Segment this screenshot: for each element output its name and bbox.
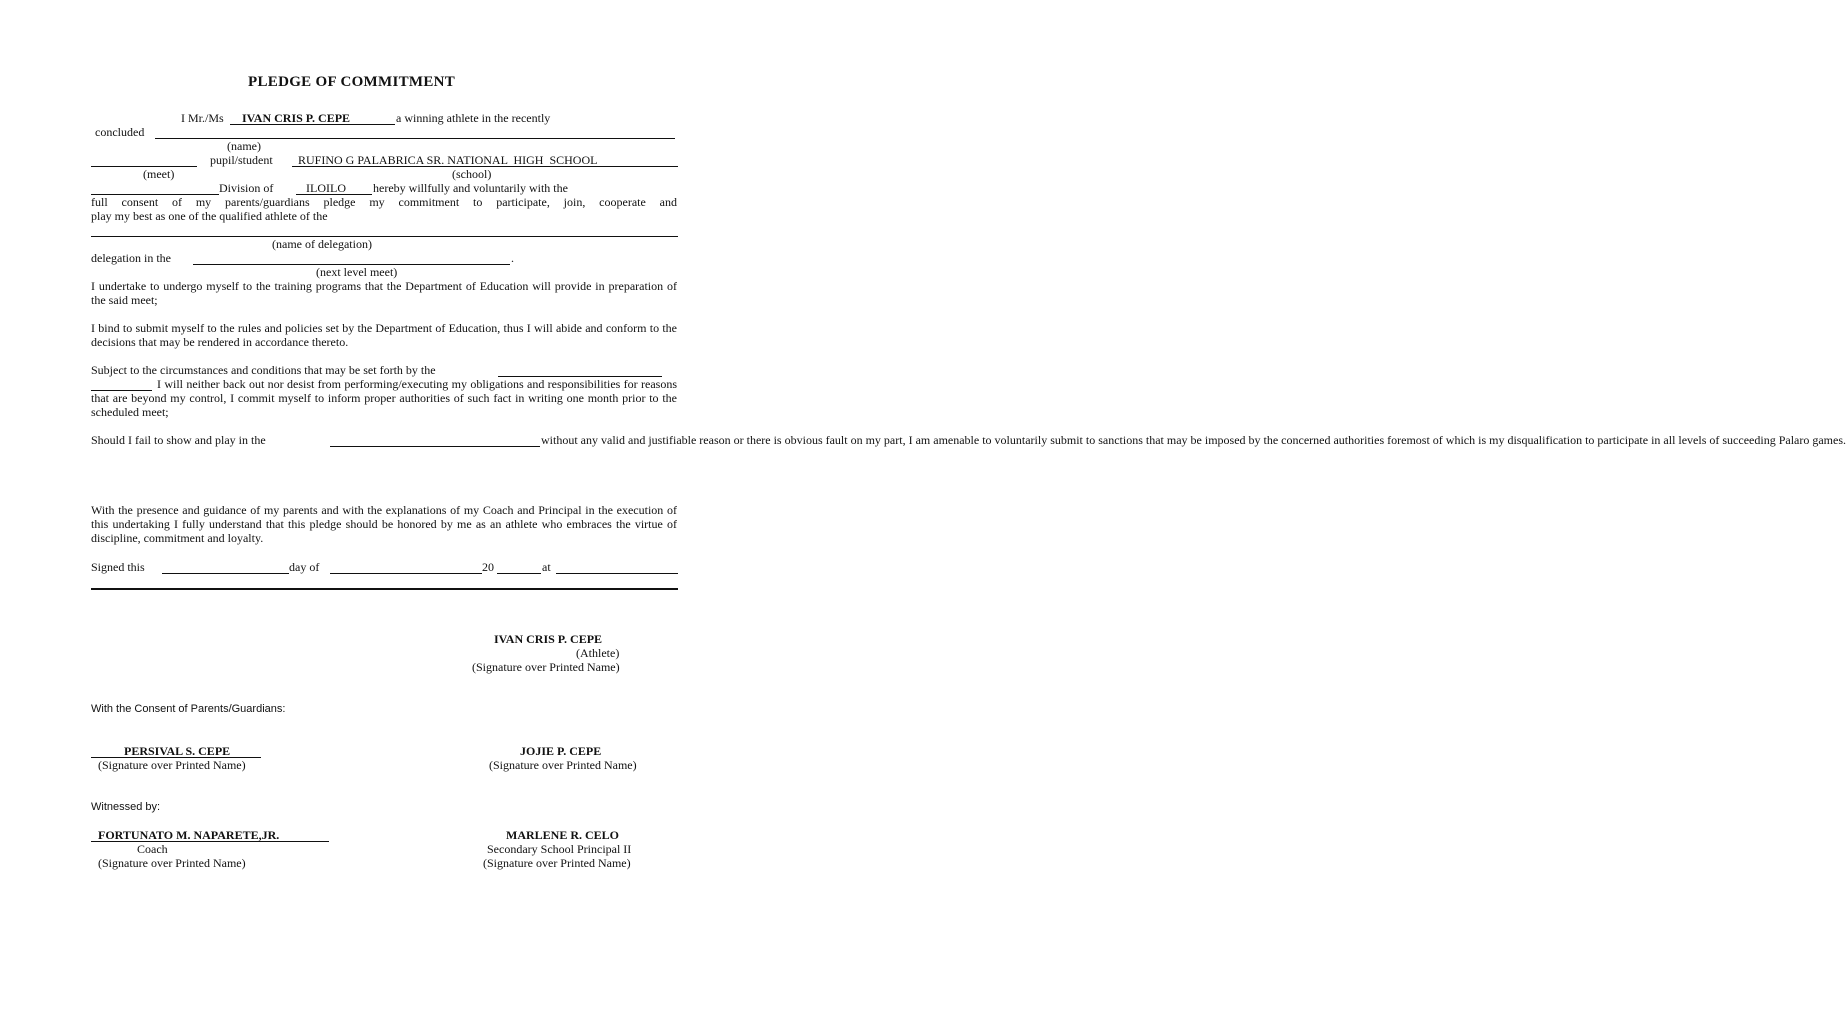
parent-1-caption: (Signature over Printed Name) — [98, 758, 246, 772]
consent-line: full consent of my parents/guardians pledge my commitment to participate, join, cooperate and — [91, 195, 677, 209]
pupil-label: pupil/student — [210, 153, 273, 167]
signed-separator — [91, 588, 678, 590]
year-prefix: 20 — [482, 560, 494, 574]
athlete-signature-caption: (Signature over Printed Name) — [472, 660, 620, 674]
paragraph-fail-cont: without any valid and justifiable reason or there is obvious fault on my part, I am amenable to voluntarily submit to sanctions that may be imposed by the concerned authorities foremost of which is my disqualification to participate in all levels of succeeding Palaro games. — [541, 433, 1846, 447]
paragraph-subject-rest: I will neither back out nor desist from performing/executing my obligations and responsibilities for reasons that are beyond my control, I commit myself to inform proper authorities of such fact in writing one month prior to the scheduled meet; — [91, 377, 677, 419]
play-line: play my best as one of the qualified athlete of the — [91, 209, 328, 223]
paragraph-training: I undertake to undergo myself to the training programs that the Department of Education will provide in preparation of the said meet; — [91, 279, 677, 307]
signed-month-blank — [330, 573, 482, 574]
witness-2-name: MARLENE R. CELO — [506, 828, 620, 842]
name-caption: (name) — [227, 139, 261, 153]
parent-1-name: PERSIVAL S. CEPE — [124, 744, 231, 758]
hereby-text: hereby willfully and voluntarily with the — [373, 181, 568, 195]
athlete-signature-name: IVAN CRIS P. CEPE — [494, 632, 603, 646]
signed-year-blank — [497, 573, 541, 574]
parent-2-name: JOJIE P. CEPE — [520, 744, 602, 758]
delegation-blank — [91, 236, 678, 237]
division-name-field: ILOILO — [306, 181, 346, 195]
school-name-field: RUFINO G PALABRICA SR. NATIONAL HIGH SCHOOL — [298, 153, 598, 167]
school-caption: (school) — [452, 167, 492, 181]
witness-1-caption: (Signature over Printed Name) — [98, 856, 246, 870]
page-title: PLEDGE OF COMMITMENT — [248, 74, 456, 90]
at-label: at — [542, 560, 551, 574]
delegation-caption: (name of delegation) — [272, 237, 372, 251]
intro-prefix: I Mr./Ms — [181, 111, 224, 125]
paragraph-fail-start: Should I fail to show and play in the — [91, 433, 266, 447]
witness-1-name: FORTUNATO M. NAPARETE,JR. — [98, 828, 280, 842]
signed-this-label: Signed this — [91, 560, 145, 574]
paragraph-rules: I bind to submit myself to the rules and policies set by the Department of Education, thus I will abide and conform to the decisions that may be rendered in accordance thereto. — [91, 321, 677, 349]
next-meet-caption: (next level meet) — [316, 265, 398, 279]
parent-2-caption: (Signature over Printed Name) — [489, 758, 637, 772]
athlete-name-field: IVAN CRIS P. CEPE — [242, 111, 351, 125]
witness-2-caption: (Signature over Printed Name) — [483, 856, 631, 870]
delegation-in-label: delegation in the — [91, 251, 171, 265]
period-mark: . — [511, 251, 514, 265]
day-of-label: day of — [289, 560, 320, 574]
witnessed-label: Witnessed by: — [91, 801, 161, 813]
athlete-role: (Athlete) — [576, 646, 620, 660]
consent-label: With the Consent of Parents/Guardians: — [91, 703, 286, 715]
intro-suffix: a winning athlete in the recently — [396, 111, 551, 125]
paragraph-subject-start: Subject to the circumstances and conditions that may be set forth by the — [91, 363, 436, 377]
fail-blank — [330, 446, 540, 447]
signed-day-blank — [162, 573, 289, 574]
concluded-label: concluded — [95, 125, 145, 139]
paragraph-guidance: With the presence and guidance of my parents and with the explanations of my Coach and Principal in the execution of this undertaking I fully understand that this pledge should be honored by me as an athlete who embraces the virtue of discipline, commitment and loyalty. — [91, 503, 677, 545]
witness-1-role: Coach — [137, 842, 168, 856]
division-label: Division of — [219, 181, 274, 195]
meet-caption: (meet) — [143, 167, 175, 181]
signed-place-blank — [556, 573, 678, 574]
witness-2-role: Secondary School Principal II — [487, 842, 632, 856]
